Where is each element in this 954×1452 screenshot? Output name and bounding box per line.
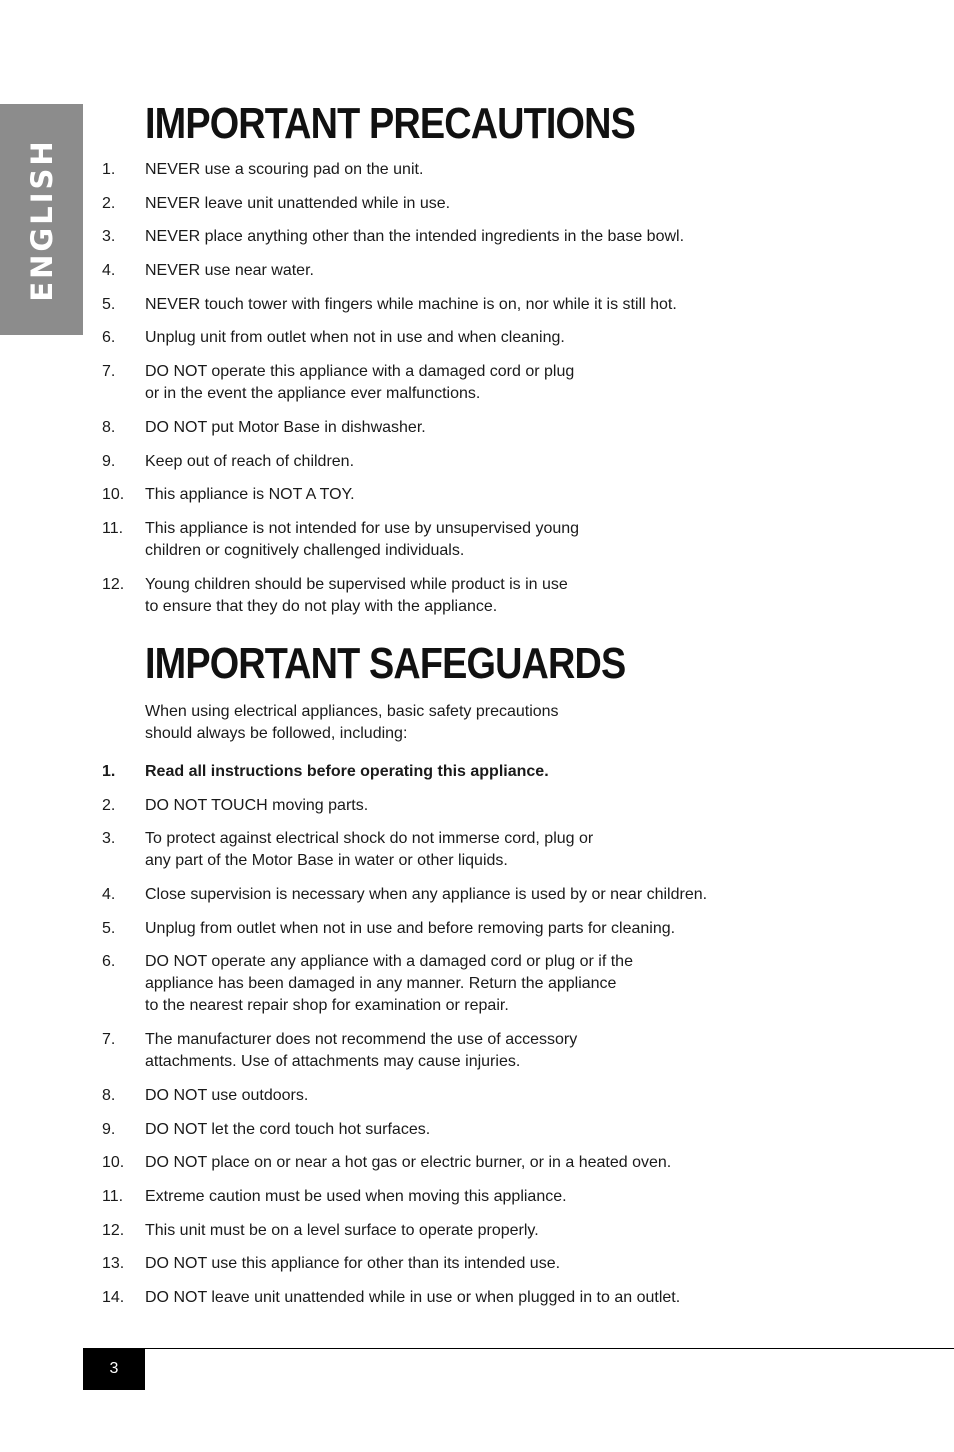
item-text: Unplug from outlet when not in use and before removing parts for cleaning.: [145, 919, 676, 937]
safeguards-intro: When using electrical appliances, basic safety precautions should always be followed, including:: [145, 703, 559, 742]
item-text: This appliance is NOT A TOY.: [145, 486, 355, 504]
item-text: Keep out of reach of children.: [145, 452, 355, 470]
item-number: 9.: [102, 1120, 116, 1138]
item-text: Close supervision is necessary when any appliance is used by or near children.: [145, 886, 708, 904]
list-item: [102, 761, 802, 783]
item-number: 9.: [102, 452, 116, 470]
list-item: [102, 484, 802, 506]
item-text: Read all instructions before operating this appliance.: [145, 763, 549, 780]
item-number: 12.: [102, 575, 125, 593]
list-item: [102, 260, 802, 282]
item-text: DO NOT TOUCH moving parts.: [145, 796, 369, 814]
item-number: 13.: [102, 1255, 125, 1273]
list-item: [102, 1085, 802, 1107]
item-text: NEVER touch tower with fingers while machine is on, nor while it is still hot.: [145, 295, 677, 313]
item-number: 3.: [102, 228, 116, 246]
item-number: 5.: [102, 919, 116, 937]
safeguards-heading: IMPORTANT SAFEGUARDS: [145, 639, 626, 688]
list-item: [102, 294, 802, 316]
item-number: 10.: [102, 486, 125, 504]
item-number: 1.: [102, 161, 116, 178]
item-number: 5.: [102, 295, 116, 313]
item-text: DO NOT operate any appliance with a damaged cord or plug or if the appliance has been damaged in any manner. Return the appliance to the nearest repair shop for examination or repair.: [145, 953, 633, 1015]
safeguards-list: [102, 761, 802, 1309]
item-text: DO NOT place on or near a hot gas or electric burner, or in a heated oven.: [145, 1154, 672, 1172]
list-item: [102, 918, 802, 940]
item-number: 7.: [102, 1031, 116, 1049]
list-item: [102, 451, 802, 473]
item-number: 6.: [102, 329, 116, 347]
list-item: [102, 327, 802, 349]
item-text: DO NOT use this appliance for other than its intended use.: [145, 1255, 561, 1273]
list-item: [102, 417, 802, 439]
list-item: [102, 518, 802, 562]
item-text: NEVER use near water.: [145, 262, 314, 280]
precautions-heading: IMPORTANT PRECAUTIONS: [145, 99, 635, 148]
item-number: 14.: [102, 1288, 125, 1306]
list-item: [102, 193, 802, 215]
list-item: [102, 795, 802, 817]
item-number: 11.: [102, 1187, 124, 1205]
item-number: 4.: [102, 886, 116, 904]
list-item: [102, 951, 802, 1017]
list-item: [102, 226, 802, 248]
list-item: [102, 1287, 802, 1309]
list-item: [102, 361, 802, 405]
item-number: 8.: [102, 1086, 116, 1104]
item-text: DO NOT put Motor Base in dishwasher.: [145, 418, 426, 436]
item-text: To protect against electrical shock do not immerse cord, plug or any part of the Motor Base in water or other liquids.: [145, 830, 594, 870]
item-number: 4.: [102, 262, 116, 280]
item-number: 2.: [102, 796, 116, 814]
item-number: 11.: [102, 519, 124, 537]
item-number: 8.: [102, 418, 116, 436]
page-number: 3: [83, 1348, 145, 1390]
list-item: [102, 1186, 802, 1208]
item-text: NEVER leave unit unattended while in use.: [145, 194, 451, 212]
list-item: [102, 1119, 802, 1141]
item-text: NEVER use a scouring pad on the unit.: [145, 161, 424, 178]
item-text: This unit must be on a level surface to operate properly.: [145, 1221, 539, 1239]
item-text: DO NOT operate this appliance with a damaged cord or plug or in the event the appliance ever malfunctions.: [145, 363, 575, 403]
precautions-list: [102, 159, 802, 618]
item-number: 7.: [102, 363, 116, 381]
list-item: [102, 159, 802, 181]
list-item: [102, 574, 802, 618]
item-number: 6.: [102, 953, 116, 971]
item-text: This appliance is not intended for use by unsupervised young children or cognitively challenged individuals.: [145, 519, 580, 559]
list-item: [102, 1029, 802, 1073]
item-text: The manufacturer does not recommend the use of accessory attachments. Use of attachments may cause injuries.: [145, 1031, 578, 1071]
item-number: 3.: [102, 830, 116, 848]
language-tab: [0, 104, 83, 335]
list-item: [102, 1220, 802, 1242]
item-text: DO NOT let the cord touch hot surfaces.: [145, 1120, 431, 1138]
item-number: 10.: [102, 1154, 125, 1172]
footer-divider: [83, 1348, 954, 1349]
list-item: [102, 884, 802, 906]
item-text: Extreme caution must be used when moving this appliance.: [145, 1187, 567, 1205]
item-text: Young children should be supervised while product is in use to ensure that they do not play with the appliance.: [145, 575, 568, 615]
list-item: [102, 1253, 802, 1275]
item-text: Unplug unit from outlet when not in use and when cleaning.: [145, 329, 565, 347]
list-item: [102, 1152, 802, 1174]
list-item: [102, 828, 802, 872]
language-tab-label: ENGLISH: [24, 137, 59, 302]
item-number: 2.: [102, 194, 116, 212]
item-number: 1.: [102, 763, 116, 780]
item-text: DO NOT leave unit unattended while in use or when plugged in to an outlet.: [145, 1288, 681, 1306]
item-text: DO NOT use outdoors.: [145, 1086, 309, 1104]
item-number: 12.: [102, 1221, 125, 1239]
item-text: NEVER place anything other than the intended ingredients in the base bowl.: [145, 228, 685, 246]
